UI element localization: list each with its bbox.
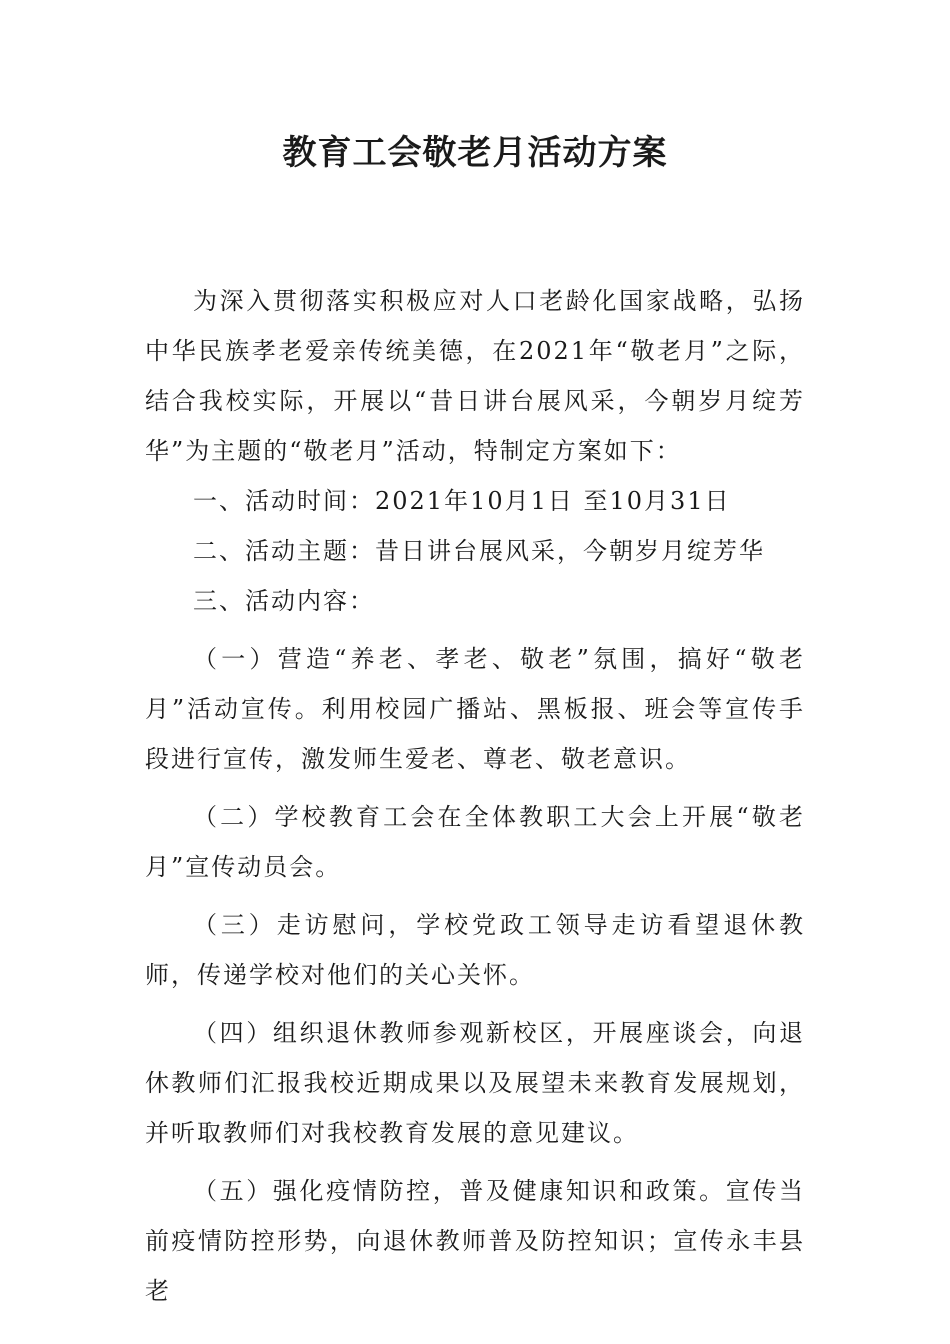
paragraph-activity-theme: 二、活动主题：昔日讲台展风采，今朝岁月绽芳华 <box>193 537 765 565</box>
paragraph-item-3: （三）走访慰问，学校党政工领导走访看望退休教师，传递学校对他们的关心关怀。 <box>145 911 805 989</box>
paragraph-item-4: （四）组织退休教师参观新校区，开展座谈会，向退休教师们汇报我校近期成果以及展望未来教育发展规划，并听取教师们对我校教育发展的意见建议。 <box>145 1019 805 1147</box>
document-title: 教育工会敬老月活动方案 <box>282 133 668 173</box>
paragraph-intro: 为深入贯彻落实积极应对人口老龄化国家战略，弘扬中华民族孝老爱亲传统美德，在2021年“敬老月”之际，结合我校实际，开展以“昔日讲台展风采，今朝岁月绽芳华”为主题的“敬老月”活动，特制定方案如下： <box>145 287 805 465</box>
paragraph-item-2: （二）学校教育工会在全体教职工大会上开展“敬老月”宣传动员会。 <box>145 803 805 881</box>
paragraph-activity-content-heading: 三、活动内容： <box>193 587 375 615</box>
paragraph-activity-time: 一、活动时间：2021年10月1日 至10月31日 <box>193 487 731 515</box>
document-body <box>145 276 805 1316</box>
paragraph-item-1: （一）营造“养老、孝老、敬老”氛围，搞好“敬老月”活动宣传。利用校园广播站、黑板报、班会等宣传手段进行宣传，激发师生爱老、尊老、敬老意识。 <box>145 645 805 773</box>
paragraph-item-5: （五）强化疫情防控，普及健康知识和政策。宣传当前疫情防控形势，向退休教师普及防控知识；宣传永丰县老 <box>145 1177 805 1305</box>
